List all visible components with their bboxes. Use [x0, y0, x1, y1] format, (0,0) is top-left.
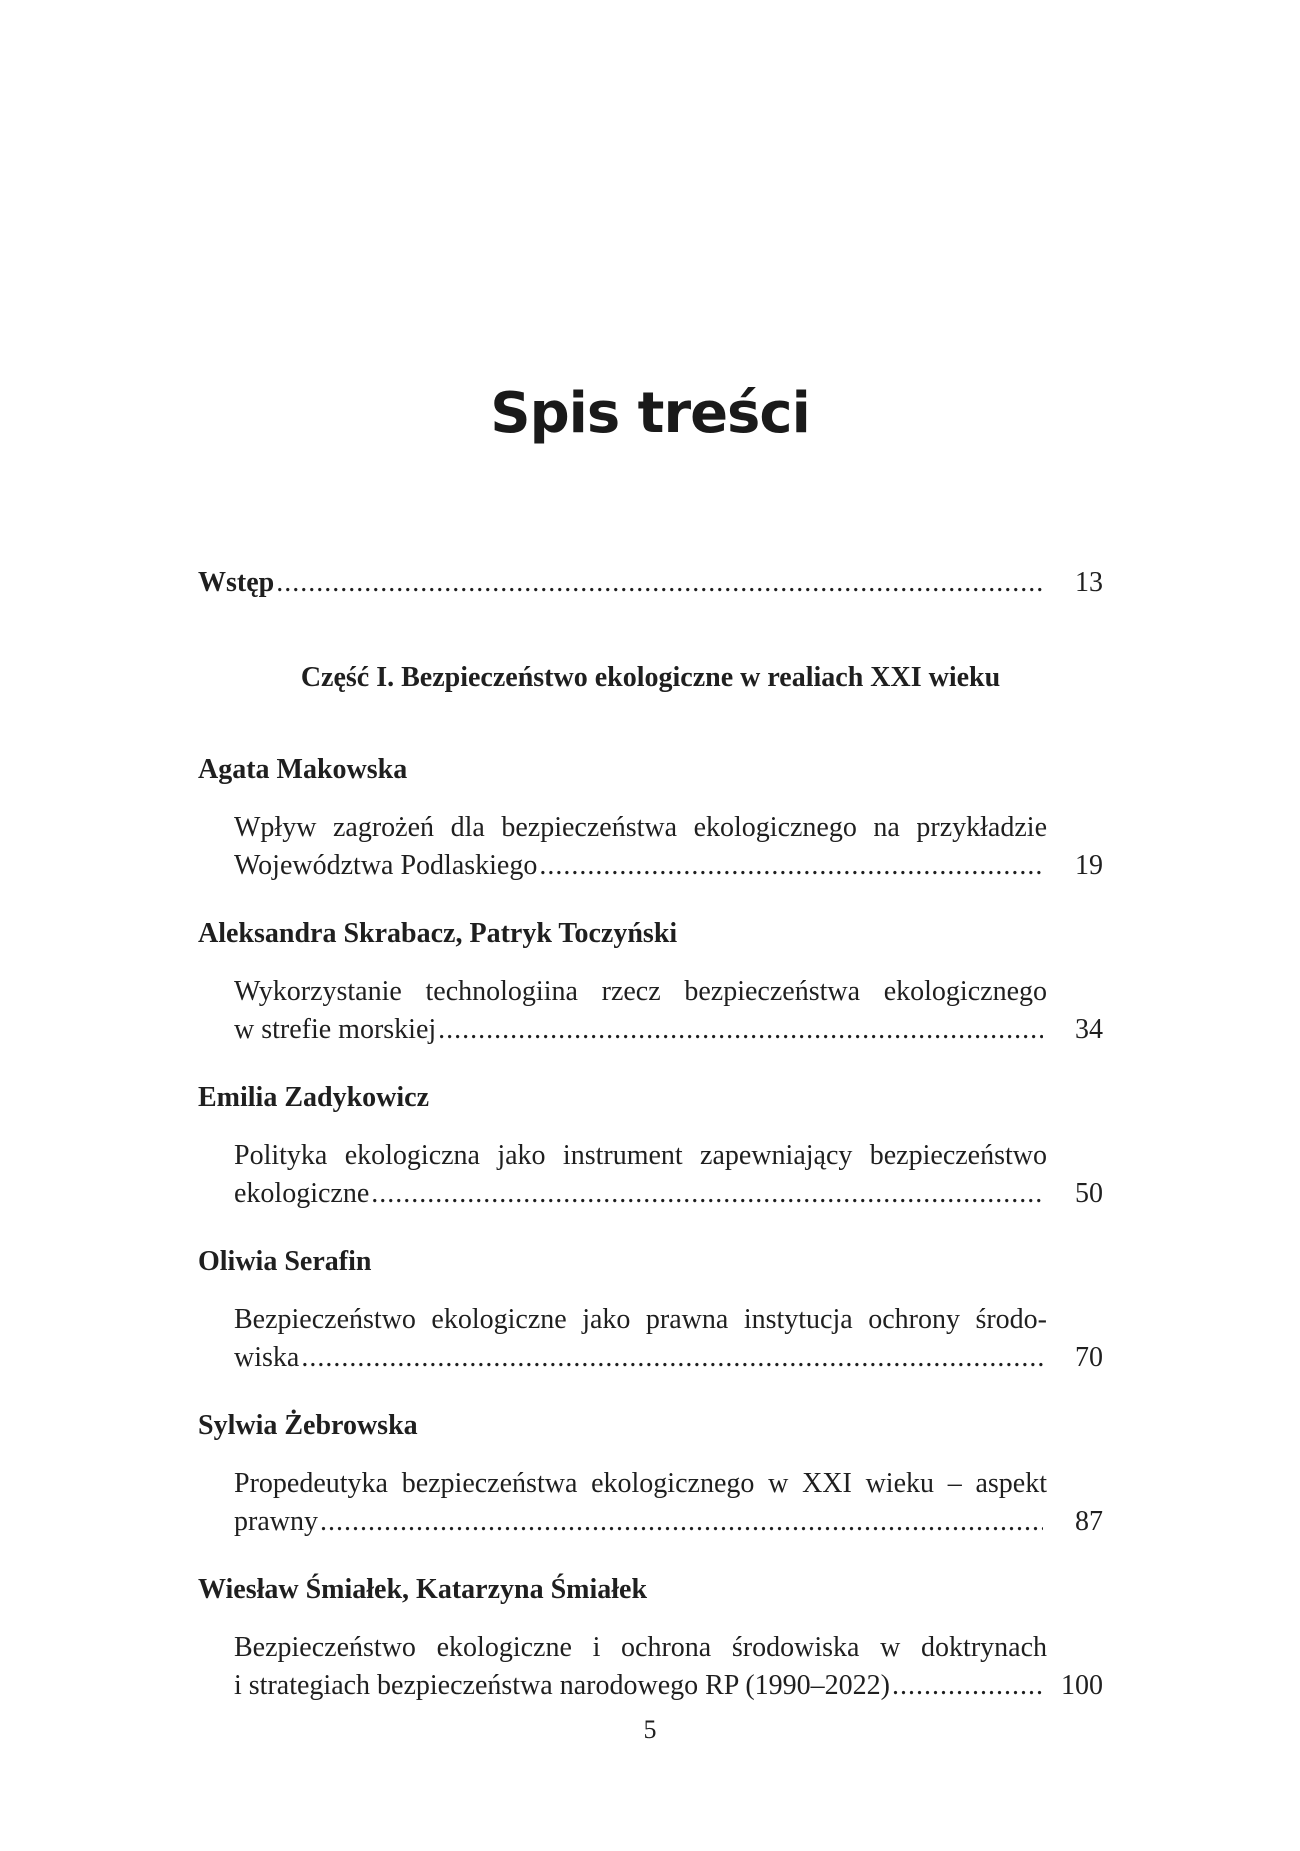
page-number: 13 — [1075, 567, 1103, 598]
toc-entry-intro[interactable] — [198, 565, 1103, 601]
entry-title-last-line[interactable] — [234, 1012, 1103, 1048]
folio-page-number: 5 — [643, 1715, 657, 1744]
entry-title-last-line[interactable] — [234, 1340, 1103, 1376]
entry-title-line[interactable]: Propedeutyka bezpieczeństwa ekologicznego w XXI wieku – aspekt — [234, 1468, 1047, 1499]
page-number: 50 — [1075, 1178, 1103, 1209]
entry-title-last-line[interactable] — [234, 1668, 1103, 1704]
toc-intro-label: Wstęp — [198, 567, 275, 598]
dot-leader — [892, 1668, 1043, 1704]
page-number: 87 — [1075, 1506, 1103, 1537]
entry-title-last-line[interactable] — [234, 1176, 1103, 1212]
entry-authors: Agata Makowska — [198, 754, 408, 785]
entry-title-line: wiska — [234, 1342, 300, 1373]
dot-leader — [438, 1012, 1043, 1048]
entry-authors: Sylwia Żebrowska — [198, 1410, 418, 1441]
dot-leader — [371, 1176, 1043, 1212]
entry-authors: Aleksandra Skrabacz, Patryk Toczyński — [198, 918, 678, 949]
entry-authors: Oliwia Serafin — [198, 1246, 372, 1277]
page-title: Spis treści — [490, 381, 810, 446]
page-number: 19 — [1075, 850, 1103, 881]
entry-title-line[interactable]: Wpływ zagrożeń dla bezpieczeństwa ekologicznego na przykładzie — [234, 812, 1047, 843]
entry-title-line: w strefie morskiej — [234, 1014, 437, 1045]
entry-authors: Emilia Zadykowicz — [198, 1082, 430, 1113]
page-number: 34 — [1075, 1014, 1103, 1045]
page-number: 70 — [1075, 1342, 1103, 1373]
dot-leader — [539, 848, 1043, 884]
part-heading: Część I. Bezpieczeństwo ekologiczne w realiach XXI wieku — [300, 662, 1001, 693]
entry-title-last-line[interactable] — [234, 1504, 1103, 1540]
entry-title-line[interactable]: Bezpieczeństwo ekologiczne i ochrona środowiska w doktrynach — [234, 1632, 1047, 1663]
entry-title-line: ekologiczne — [234, 1178, 370, 1209]
page-number: 100 — [1061, 1670, 1103, 1701]
entry-title-line: i strategiach bezpieczeństwa narodowego RP (1990–2022) — [234, 1670, 890, 1701]
dot-leader — [320, 1504, 1043, 1540]
entry-title-line: Województwa Podlaskiego — [234, 850, 538, 881]
entry-title-line[interactable]: Wykorzystanie technologiina rzecz bezpieczeństwa ekologicznego — [234, 976, 1047, 1007]
dot-leader — [276, 565, 1043, 601]
entry-title-line[interactable]: Polityka ekologiczna jako instrument zapewniający bezpieczeństwo — [234, 1140, 1047, 1171]
entry-authors: Wiesław Śmiałek, Katarzyna Śmiałek — [198, 1574, 648, 1605]
entry-title-line[interactable]: Bezpieczeństwo ekologiczne jako prawna instytucja ochrony środo- — [234, 1304, 1047, 1335]
dot-leader — [301, 1340, 1043, 1376]
entry-title-last-line[interactable] — [234, 848, 1103, 884]
entry-title-line: prawny — [234, 1506, 318, 1537]
